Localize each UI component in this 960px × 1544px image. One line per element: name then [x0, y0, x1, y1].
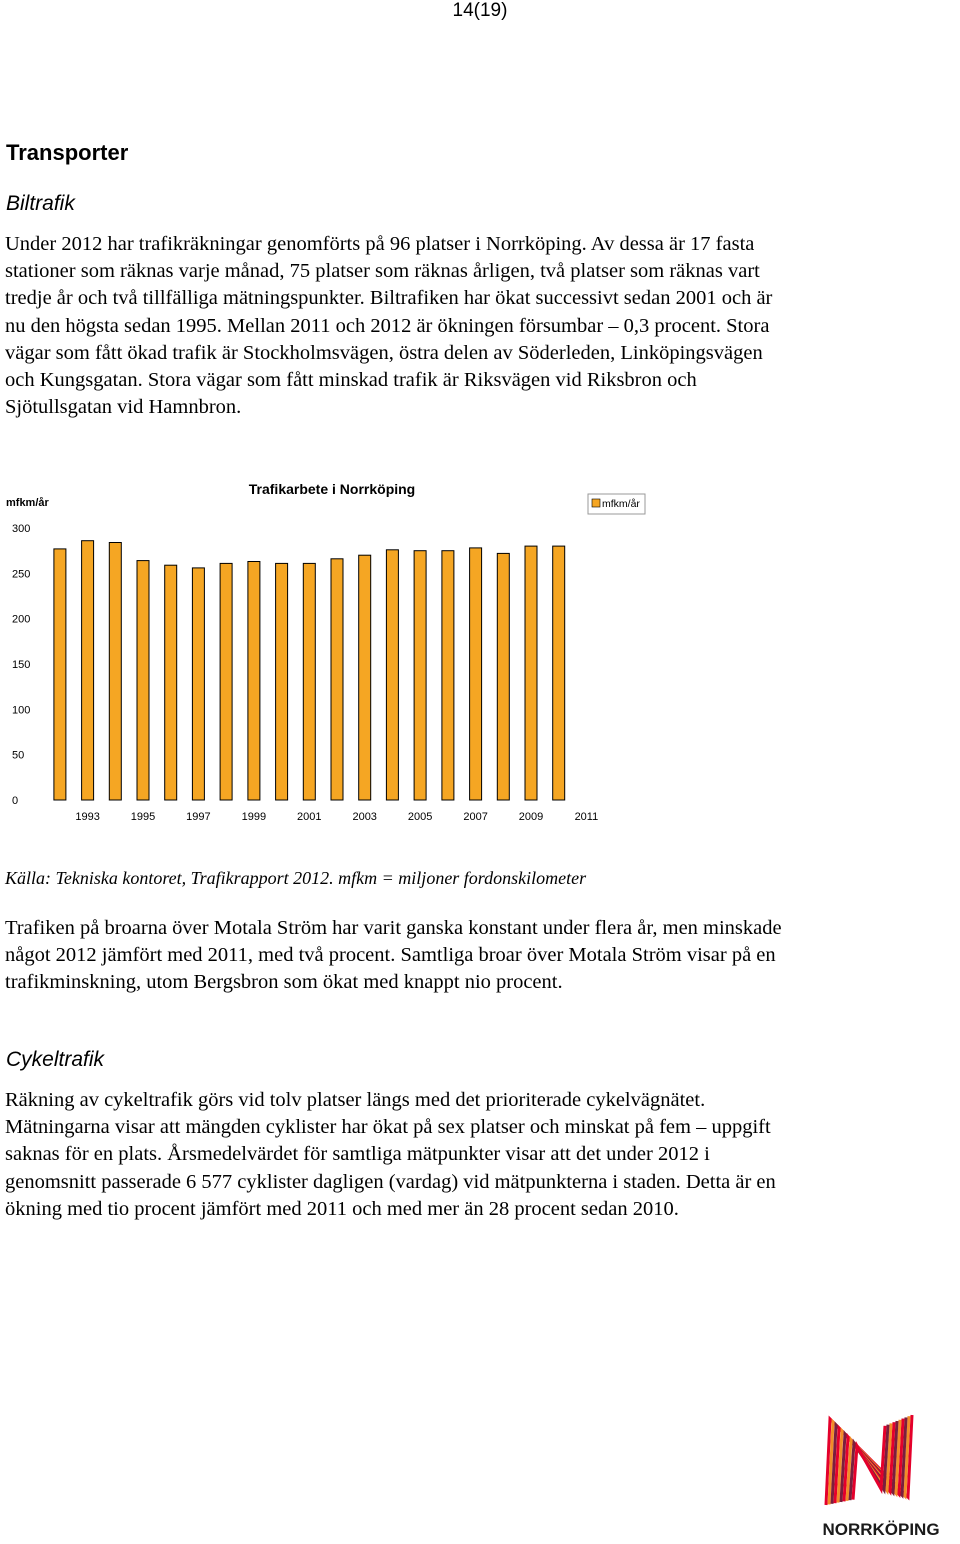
- bar-2005: [414, 551, 426, 800]
- y-tick-label: 200: [12, 613, 31, 626]
- paragraph-bridges: Trafiken på broarna över Motala Ström har varit ganska konstant under flera år, men minskade något 2012 jämfört med 2011, med två procent. Samtliga broar över Motala Ström visar på en trafikminskning, utom Bergsbron som ökat med knappt nio procent.: [5, 917, 782, 994]
- x-tick-label: 2003: [352, 811, 377, 823]
- chart-title: Trafikarbete i Norrköping: [248, 481, 416, 497]
- bar-1994: [109, 543, 121, 801]
- paragraph-cykeltrafik: Räkning av cykeltrafik görs vid tolv platser längs med det prioriterade cykelvägnätet. Mätningarna visar att mängden cyklister har ökat på sex platser och minskat på fem – uppgift saknas för en plats. Årsmedelvärdet för samtliga mätpunkter visar att det under 2012 i genomsnitt passerade 6 577 cyklister dagligen (vardag) vid mätpunkterna i staden. Detta är en ökning med tio procent jämfört med 2011 och med mer än 28 procent sedan 2010.: [5, 1089, 776, 1220]
- x-tick-label: 1993: [75, 811, 100, 823]
- bar-1999: [248, 562, 260, 801]
- traffic-chart: [0, 470, 960, 850]
- bar-1993: [82, 541, 94, 800]
- legend-swatch: [592, 499, 600, 507]
- page-number: 14(19): [452, 0, 508, 21]
- x-tick-label: 2011: [574, 811, 599, 823]
- legend-label: mfkm/år: [602, 498, 640, 510]
- y-tick-label: 250: [12, 568, 31, 581]
- bar-1997: [192, 568, 204, 800]
- x-tick-label: 1999: [241, 811, 267, 823]
- chart-source-note: Källa: Tekniska kontoret, Trafikrapport 2012. mfkm = miljoner fordonskilometer: [5, 868, 587, 888]
- subheading-cykeltrafik: Cykeltrafik: [6, 1048, 105, 1071]
- norrkoping-logo: [808, 1405, 954, 1541]
- y-tick-label: 100: [12, 704, 31, 717]
- x-tick-label: 2005: [407, 811, 433, 823]
- bar-2004: [386, 550, 398, 800]
- subheading-biltrafik: Biltrafik: [6, 192, 75, 215]
- bar-2001: [303, 563, 315, 800]
- y-tick-label: 300: [12, 523, 31, 535]
- y-axis-label: mfkm/år: [6, 497, 49, 509]
- logo-mark: [826, 1415, 912, 1505]
- bar-2000: [276, 563, 288, 800]
- logo-wordmark: NORRKÖPING: [822, 1520, 940, 1539]
- bar-1995: [137, 561, 149, 800]
- bar-2008: [497, 553, 509, 800]
- bar-2003: [359, 555, 371, 800]
- y-tick-label: 150: [12, 659, 31, 671]
- x-tick-label: 2001: [297, 811, 322, 823]
- y-tick-label: 0: [12, 795, 19, 807]
- bar-1998: [220, 563, 232, 800]
- bar-2009: [525, 546, 537, 800]
- x-tick-label: 1995: [130, 811, 156, 823]
- x-tick-label: 1997: [186, 811, 211, 823]
- paragraph-biltrafik: Under 2012 har trafikräkningar genomförts på 96 platser i Norrköping. Av dessa är 17 fasta stationer som räknas varje månad, 75 platser som räknas årligen, två platser som räknas vart tredje år och två tillfälliga mätningspunkter. Biltrafiken har ökat successivt sedan 2001 och är nu den högsta sedan 1995. Mellan 2011 och 2012 är ökningen försumbar – 0,3 procent. Stora vägar som fått ökad trafik är Stockholmsvägen, östra delen av Söderleden, Linköpingsvägen och Kungsgatan. Stora vägar som fått minskad trafik är Riksvägen vid Riksbron och Sjötullsgatan vid Hamnbron.: [5, 233, 773, 419]
- section-heading: Transporter: [6, 140, 129, 165]
- bar-1996: [165, 565, 177, 800]
- bar-2010: [553, 546, 565, 800]
- bar-2006: [442, 551, 454, 800]
- bar-1992: [54, 549, 66, 800]
- x-tick-label: 2007: [463, 811, 488, 823]
- bar-2007: [470, 548, 482, 800]
- y-tick-label: 50: [12, 749, 25, 762]
- bar-2002: [331, 559, 343, 800]
- x-tick-label: 2009: [518, 811, 544, 823]
